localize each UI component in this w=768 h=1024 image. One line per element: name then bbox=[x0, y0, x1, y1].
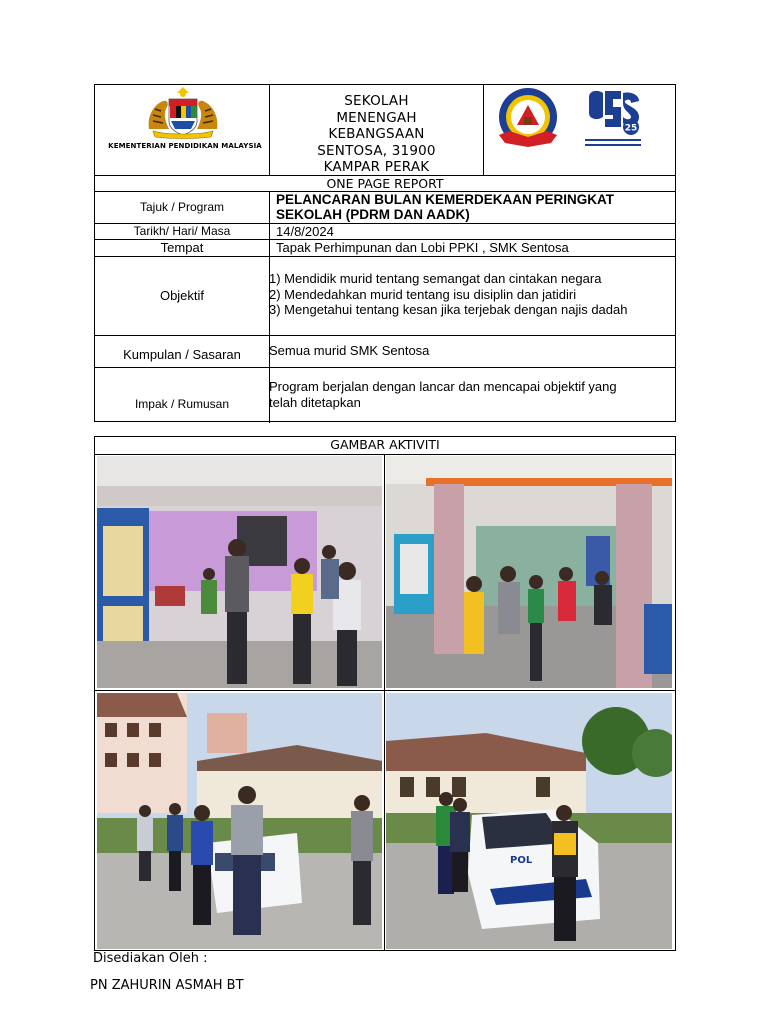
school-name-line: SENTOSA, 31900 bbox=[317, 142, 436, 159]
school-name-line: SEKOLAH bbox=[344, 93, 409, 109]
objective-item: 3) Mengetahui tentang kesan jika terjebak dengan najis dadah bbox=[269, 302, 628, 317]
activity-photo-police-car-1 bbox=[97, 693, 382, 949]
date-value: 14/8/2024 bbox=[276, 224, 334, 239]
objective-label: Objektif bbox=[159, 288, 205, 303]
school-name bbox=[270, 93, 483, 176]
ministry-name: KEMENTERIAN PENDIDIKAN MALAYSIA bbox=[108, 142, 262, 150]
activity-gallery bbox=[94, 436, 676, 951]
anniversary-badge-logo bbox=[583, 87, 643, 151]
target-value: Semua murid SMK Sentosa bbox=[269, 343, 430, 358]
prepared-by-label: Disediakan Oleh : bbox=[93, 951, 208, 966]
divider bbox=[384, 454, 385, 950]
date-label: Tarikh/ Hari/ Masa bbox=[133, 224, 231, 238]
badge-number: 25 bbox=[624, 123, 638, 134]
objective-item: 2) Mendedahkan murid tentang isu disiplin dan jatidiri bbox=[269, 286, 577, 302]
school-name-line: KAMPAR PERAK bbox=[323, 159, 430, 175]
divider bbox=[95, 690, 675, 691]
objective-list-container bbox=[269, 271, 674, 318]
activity-photo-police-car-2 bbox=[386, 693, 672, 949]
place-label: Tempat bbox=[160, 240, 204, 255]
program-title-line: PELANCARAN BULAN KEMERDEKAAN PERINGKAT bbox=[276, 192, 615, 207]
police-text: POL bbox=[510, 855, 533, 866]
impact-value bbox=[269, 379, 674, 411]
impact-label: Impak / Rumusan bbox=[134, 397, 230, 411]
gallery-title: GAMBAR AKTIVITI bbox=[330, 437, 440, 452]
impact-line: telah ditetapkan bbox=[269, 395, 361, 410]
divider bbox=[483, 85, 484, 175]
objective-list bbox=[269, 271, 674, 318]
objective-item: 1) Mendidik murid tentang semangat dan cintakan negara bbox=[269, 271, 602, 286]
activity-photo-hall bbox=[97, 456, 382, 688]
place-value: Tapak Perhimpunan dan Lobi PPKI , SMK Sentosa bbox=[276, 240, 569, 255]
target-label: Kumpulan / Sasaran bbox=[123, 347, 241, 362]
prepared-by-name: PN ZAHURIN ASMAH BT bbox=[90, 978, 244, 993]
school-name-line: MENENGAH bbox=[336, 109, 417, 126]
ministry-coat-of-arms-logo bbox=[143, 85, 223, 139]
divider bbox=[95, 454, 675, 455]
report-table bbox=[94, 84, 676, 422]
report-heading: ONE PAGE REPORT bbox=[326, 176, 444, 191]
impact-line: Program berjalan dengan lancar dan mencapai objektif yang bbox=[269, 379, 617, 394]
school-name-line: KEBANGSAAN bbox=[328, 126, 425, 142]
program-value bbox=[276, 192, 671, 223]
program-title-line: SEKOLAH (PDRM DAN AADK) bbox=[276, 207, 470, 222]
activity-photo-corridor bbox=[386, 456, 672, 688]
program-label: Tajuk / Program bbox=[139, 200, 225, 214]
school-crest-logo bbox=[495, 87, 561, 149]
